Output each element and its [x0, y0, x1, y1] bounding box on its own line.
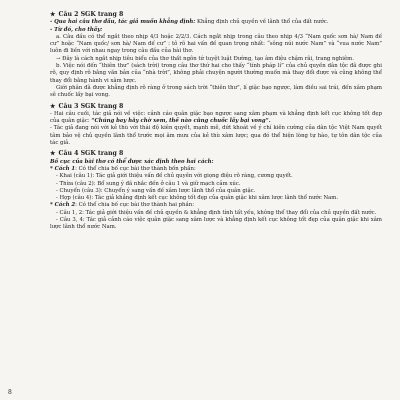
list-item: - Câu 1, 2: Tác giả giới thiệu vấn đề chủ quyền & khẳng định tính tất yếu, không thể thay đổi của chủ quyền đất nước.	[56, 209, 377, 216]
list-item: - Thừa (câu 2): Bổ sung ý đã nhắc đến ở câu 1 và giữ mạch cảm xúc.	[56, 180, 241, 187]
paragraph: Giới phân đã được khẳng định rõ ràng ở trong sách trời “thiên thư”, lí giặc bạo ngược, làm điều sai trái, đến xâm phạm sẽ chuốc lấy bại vong.	[50, 84, 382, 99]
paragraph	[50, 202, 382, 209]
heading-text: Câu 4 SGK trang 8	[58, 150, 124, 158]
heading-text: Câu 2 SGK trang 8	[58, 11, 124, 18]
paragraph: b. Việc nói đến “thiên thư” (sách trời) trong câu thơ thứ hai cho thấy “tính pháp lí” của chủ quyền dân tộc đã được ghi rõ, quy định rõ bằng văn bản của “nhà trời”, không phải chuyện người thường muốn mà thay đổi được và cũng không thể thay đổi bằng hành vi xâm lược.	[50, 63, 382, 84]
list-item: - Hợp (câu 4): Tác giả khẳng định kết cục không tốt đẹp của quân giặc khi xâm lược lãnh thổ nước Nam.	[56, 195, 339, 202]
heading-text: Câu 3 SGK trang 8	[58, 102, 124, 110]
quote-text: “Chúng bay hãy chờ xem, thế nào cũng chuốc lấy bại vong”.	[89, 118, 271, 125]
paragraph: a. Câu đầu có thể ngắt theo nhịp 4/3 hoặc 2/2/3. Cách ngắt nhịp trong câu theo nhịp 4/3 “Nam quốc sơn hà/ Nam đế cư” hoặc “Nam quốc/ sơn hà/ Nam đế cư” : tô rõ hai vấn đề quan trọng nhất: “sông núi nước Nam” và “vua nước Nam” luôn đi liền với nhau ngay trong câu đầu của bài thơ.	[50, 33, 382, 55]
heading-cau-4	[50, 150, 382, 157]
page-number: 8	[8, 388, 12, 396]
body-text: Khẳng định chủ quyền về lãnh thổ của đất nước.	[195, 19, 329, 26]
body-text: - Hai câu cuối, tác giả nói về việc: cảnh cáo quân giặc bạo ngược sang xâm phạm và khẳng định kết cục không tốt đẹp của quân giặc:	[50, 110, 382, 125]
paragraph	[50, 19, 382, 26]
list-item: - Khai (câu 1): Tác giả giới thiệu vấn đề chủ quyền với giọng điệu rõ ràng, cương quyết.	[56, 173, 293, 180]
subheading: - Từ đó, cho thấy:	[50, 26, 103, 33]
heading-cau-2	[50, 11, 382, 18]
list-item: - Câu 3, 4: Tác giả cảnh cáo việc quân giặc sang xâm lược và khẳng định kết cục không tốt đẹp của quân giặc khi xâm lược lãnh thổ nước Nam.	[50, 217, 382, 231]
body-text: : Có thể chia bố cục bài thơ thành hai phần:	[75, 202, 195, 209]
method-label: * Cách 2	[50, 202, 76, 209]
body-text: : Có thể chia bố cục bài thơ thành bốn phần:	[75, 165, 196, 172]
method-label: * Cách 1	[50, 165, 76, 172]
paragraph: → Đây là cách ngắt nhịp tiêu biểu của thơ thất ngôn tứ tuyệt luật Đường, tạo âm điệu chậm rãi, trang nghiêm.	[56, 55, 354, 62]
star-icon: ★	[50, 102, 56, 110]
subheading: Bố cục của bài thơ có thể được xác định theo hai cách:	[50, 158, 214, 165]
heading-cau-3	[50, 103, 382, 110]
star-icon: ★	[50, 150, 56, 158]
lead-text: - Qua hai câu thơ đầu, tác giả muốn khẳng định:	[50, 19, 196, 26]
paragraph: - Tác giả đang nói với kẻ thù với thái độ kiên quyết, mạnh mẽ, dứt khoát về ý chí kiên cường của dân tộc Việt Nam quyết tâm bảo vệ chủ quyền lãnh thổ trước mọi âm mưu của kẻ thù xâm lược; qua đó thể hiện lòng tự hào, tự tôn dân tộc của tác giả.	[50, 125, 382, 147]
star-icon: ★	[50, 11, 56, 18]
list-item: - Chuyển (câu 3): Chuyển ý sang vấn đề xâm lược lãnh thổ của quân giặc.	[56, 187, 256, 194]
paragraph	[50, 111, 382, 126]
